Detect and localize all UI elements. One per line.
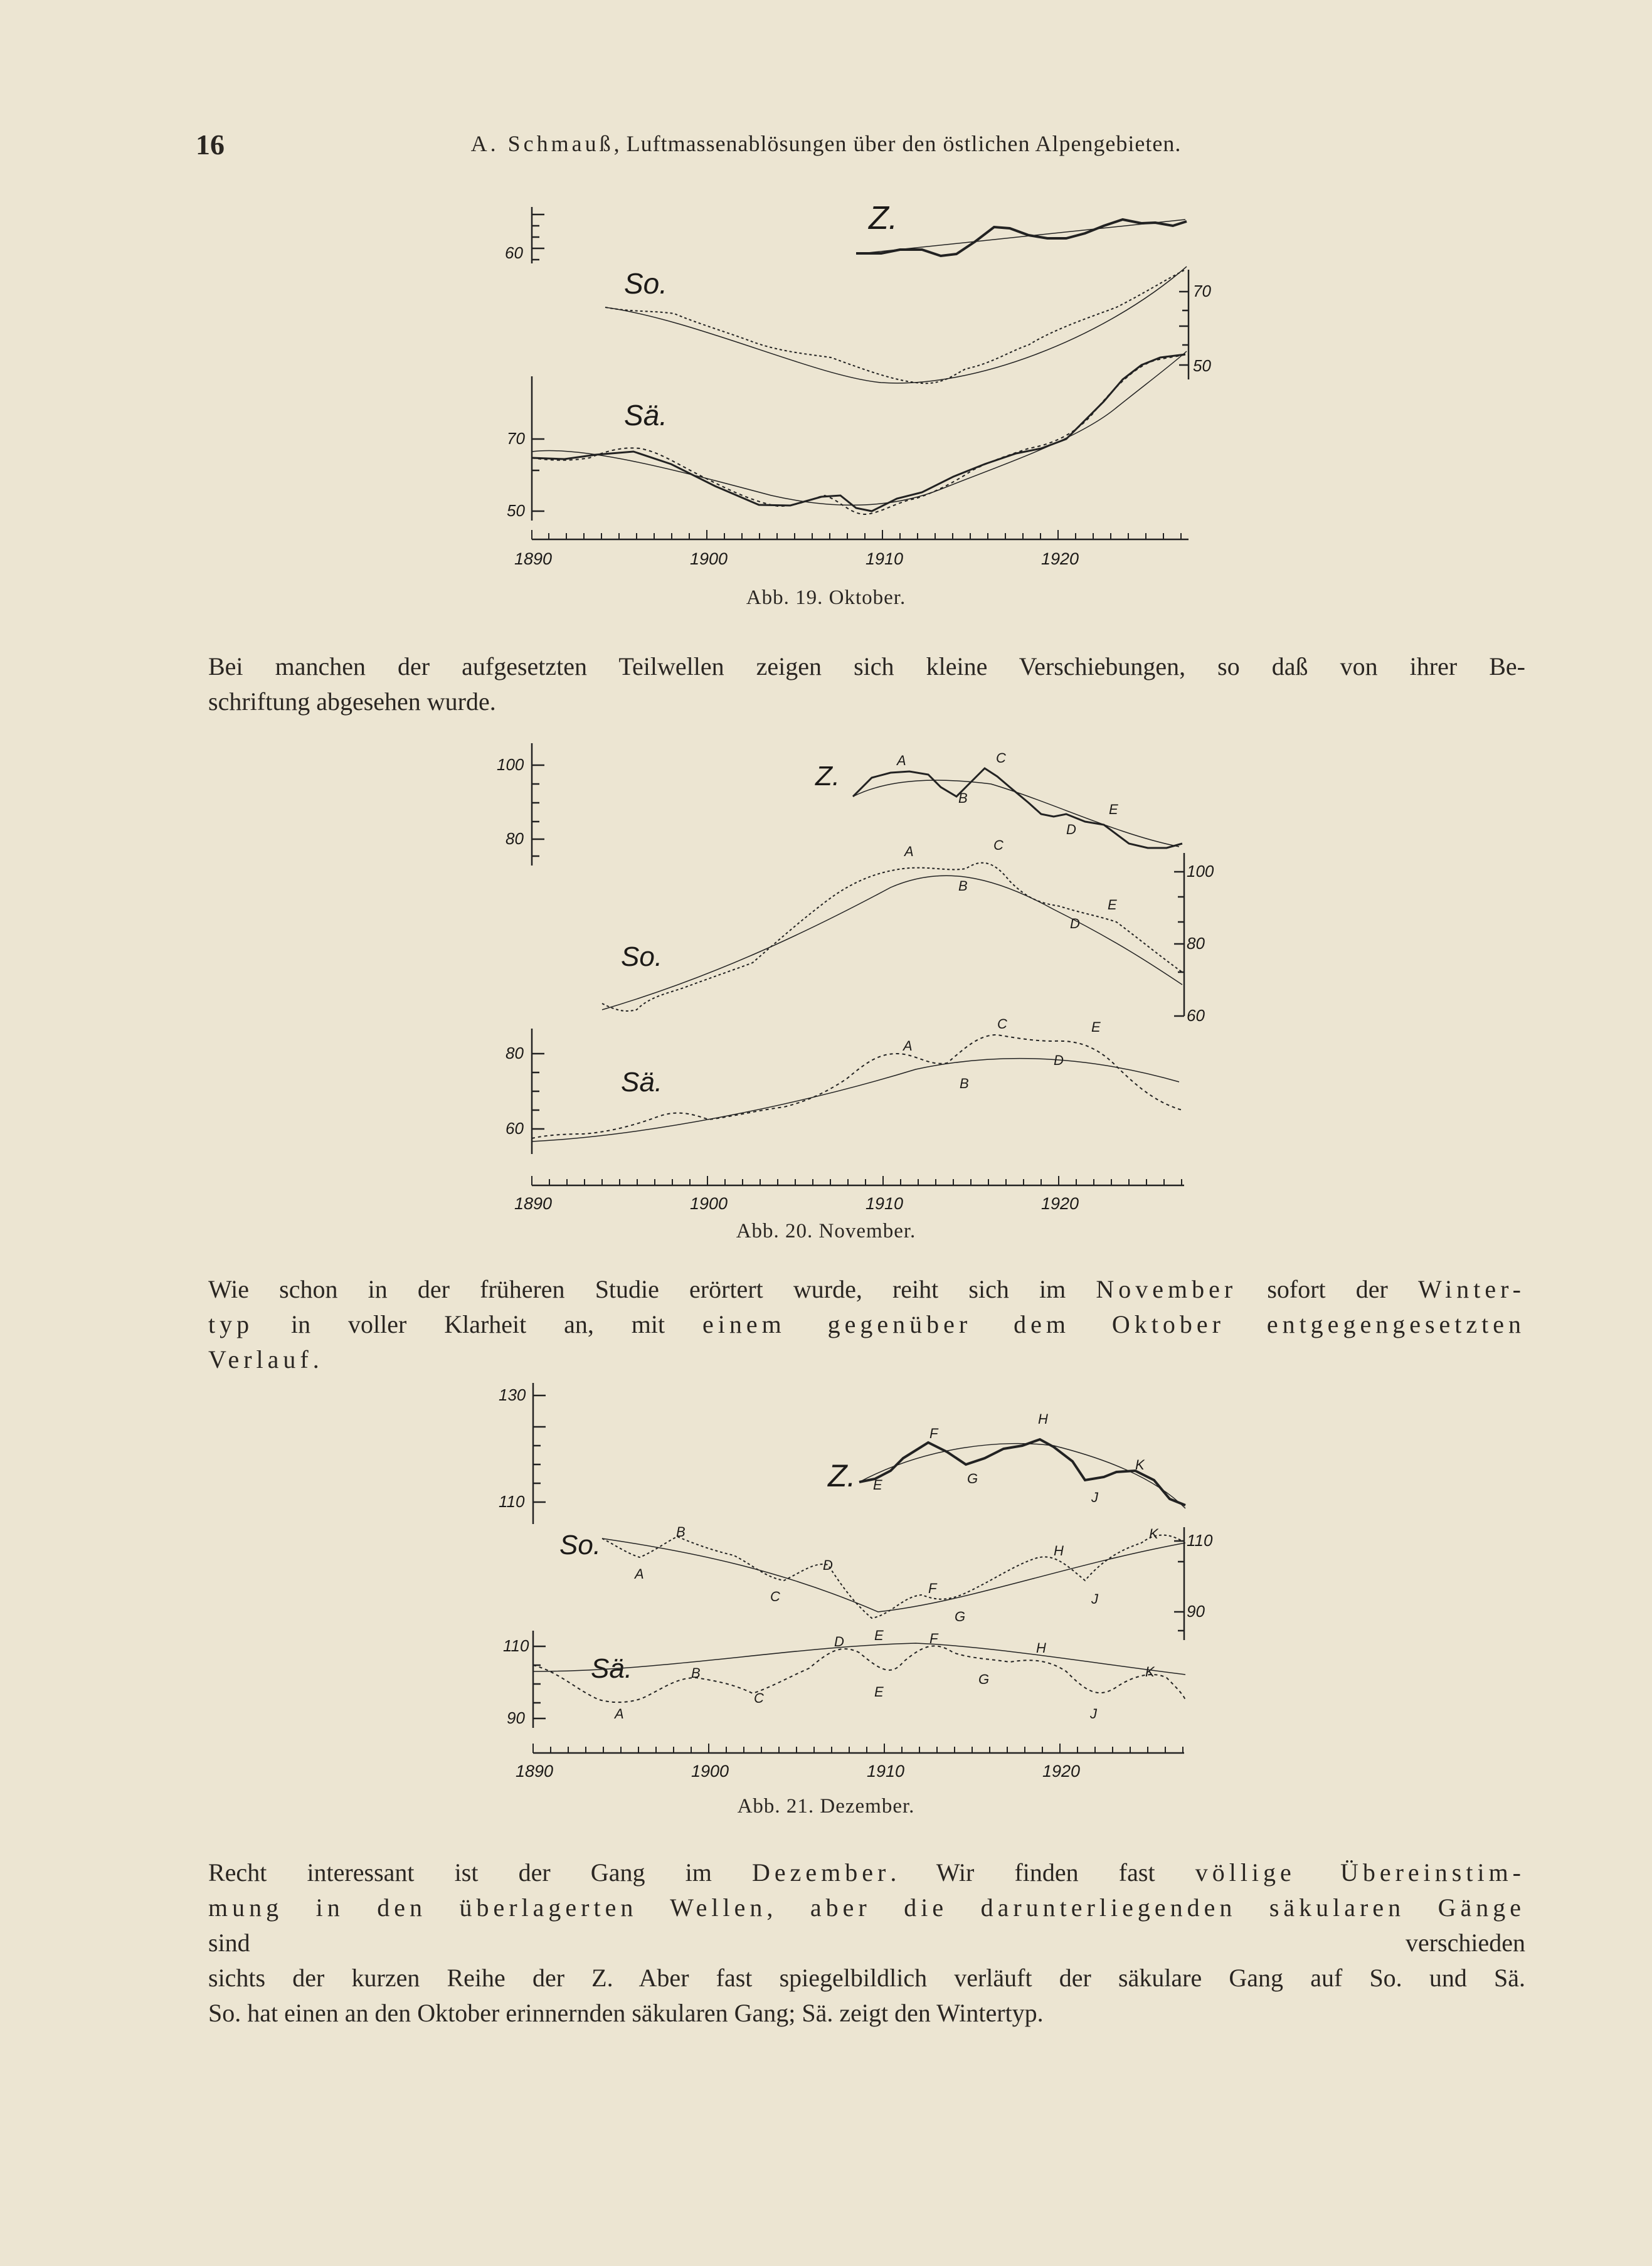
article-title: Luftmassenablösungen über den östlichen Alpengebieten. bbox=[626, 131, 1182, 156]
y-tick: 110 bbox=[1187, 1531, 1213, 1550]
x-axis-ticks-21 bbox=[533, 1744, 1183, 1753]
y-tick: 100 bbox=[497, 755, 524, 774]
series-label-sa: Sä. bbox=[591, 1653, 633, 1684]
y-tick: 110 bbox=[503, 1636, 529, 1655]
svg-text:D: D bbox=[1054, 1052, 1064, 1068]
y-tick: 50 bbox=[1193, 356, 1211, 375]
svg-text:H: H bbox=[1036, 1640, 1046, 1656]
y-tick: 70 bbox=[1193, 282, 1211, 300]
series-label-so: So. bbox=[621, 941, 663, 972]
running-head: A. Schmauß, Luftmassenablösungen über den östlichen Alpengebieten. bbox=[470, 131, 1182, 156]
svg-text:H: H bbox=[1054, 1543, 1064, 1559]
svg-text:D: D bbox=[1070, 916, 1080, 931]
svg-text:G: G bbox=[955, 1609, 966, 1624]
svg-text:C: C bbox=[993, 837, 1003, 853]
x-tick-1920: 1920 bbox=[1042, 1762, 1081, 1781]
svg-text:B: B bbox=[958, 878, 968, 894]
svg-text:G: G bbox=[967, 1471, 978, 1486]
series-label-z: Z. bbox=[815, 761, 840, 792]
y-tick: 80 bbox=[1187, 934, 1205, 953]
svg-text:J: J bbox=[1091, 1490, 1098, 1505]
text-line: sichts der kurzen Reihe der Z. Aber fast spiegelbildlich verläuft der säkulare Gang auf So. und Sä. bbox=[208, 1964, 1525, 1992]
y-tick: 90 bbox=[507, 1708, 525, 1727]
caption-21: Abb. 21. Dezember. bbox=[737, 1795, 915, 1818]
svg-text:B: B bbox=[958, 790, 968, 806]
x-axis-ticks-20 bbox=[532, 1176, 1182, 1185]
y-tick: 130 bbox=[499, 1385, 526, 1404]
svg-text:A: A bbox=[903, 1038, 913, 1054]
svg-text:D: D bbox=[823, 1557, 833, 1573]
author: A. Schmauß bbox=[470, 131, 614, 156]
text-line: Wie schon in der früheren Studie erörtert wurde, reiht sich im November sofort der Winter- bbox=[208, 1275, 1525, 1303]
text-line: typ in voller Klarheit an, mit einem gegenüber dem Oktober entgegengesetzten bbox=[208, 1310, 1526, 1338]
svg-text:C: C bbox=[997, 1016, 1007, 1032]
figure-19 bbox=[489, 201, 1217, 571]
text-line: Verlauf. bbox=[208, 1345, 319, 1374]
series-label-sa: Sä. bbox=[621, 1067, 663, 1098]
text-line: So. hat einen an den Oktober erinnernden säkularen Gang; Sä. zeigt den Wintertyp. bbox=[208, 1999, 1044, 2027]
figure-20-plot bbox=[489, 740, 1217, 1217]
x-tick-1890: 1890 bbox=[516, 1762, 554, 1781]
svg-text:A: A bbox=[904, 844, 914, 859]
svg-text:B: B bbox=[676, 1524, 686, 1540]
svg-text:A: A bbox=[635, 1566, 644, 1582]
svg-text:K: K bbox=[1145, 1664, 1155, 1680]
y-tick: 60 bbox=[505, 243, 523, 262]
paragraph-2 bbox=[208, 1272, 1525, 1377]
svg-text:E: E bbox=[1108, 897, 1117, 913]
x-tick-1920: 1920 bbox=[1041, 1194, 1079, 1213]
x-tick-1900: 1900 bbox=[690, 1194, 728, 1213]
y-tick: 80 bbox=[506, 829, 524, 848]
svg-text:E: E bbox=[874, 1684, 884, 1700]
text-line: schriftung abgesehen wurde. bbox=[208, 687, 496, 716]
svg-text:C: C bbox=[996, 750, 1006, 766]
wave-letters-21 bbox=[613, 1411, 1159, 1722]
svg-text:G: G bbox=[978, 1671, 990, 1687]
svg-text:C: C bbox=[754, 1690, 764, 1706]
svg-text:D: D bbox=[1066, 822, 1076, 837]
svg-text:J: J bbox=[1091, 1591, 1098, 1607]
series-label-so: So. bbox=[559, 1530, 601, 1560]
figure-19-plot bbox=[489, 201, 1217, 571]
svg-text:D: D bbox=[834, 1634, 844, 1649]
curves-19 bbox=[532, 220, 1187, 514]
caption-20: Abb. 20. November. bbox=[736, 1220, 916, 1242]
x-tick-1890: 1890 bbox=[514, 1194, 553, 1213]
y-tick: 90 bbox=[1187, 1602, 1205, 1621]
svg-text:A: A bbox=[615, 1706, 624, 1722]
svg-text:H: H bbox=[1038, 1411, 1048, 1427]
figure-20 bbox=[489, 740, 1217, 1217]
page-number: 16 bbox=[196, 129, 225, 161]
svg-text:E: E bbox=[1091, 1019, 1101, 1035]
x-tick-1910: 1910 bbox=[867, 1762, 905, 1781]
y-tick: 80 bbox=[506, 1044, 524, 1062]
text-line: mung in den überlagerten Wellen, aber die darunterliegenden säkularen Gänge bbox=[208, 1893, 1525, 1922]
svg-text:F: F bbox=[928, 1580, 937, 1596]
svg-text:F: F bbox=[929, 1426, 938, 1441]
svg-text:A: A bbox=[897, 753, 906, 768]
x-tick-1920: 1920 bbox=[1041, 549, 1079, 568]
text-line: sind verschieden bbox=[208, 1929, 1525, 1957]
series-label-sa: Sä. bbox=[624, 399, 668, 431]
figure-21 bbox=[489, 1377, 1217, 1828]
text-line: Recht interessant ist der Gang im Dezember. Wir finden fast völlige Übereinstim- bbox=[208, 1858, 1525, 1887]
svg-text:B: B bbox=[960, 1076, 969, 1091]
svg-text:K: K bbox=[1149, 1526, 1158, 1542]
svg-text:E: E bbox=[1109, 802, 1118, 817]
y-tick: 100 bbox=[1187, 862, 1214, 881]
svg-text:J: J bbox=[1090, 1706, 1097, 1722]
wave-letters-20 bbox=[896, 750, 1118, 1091]
svg-text:C: C bbox=[770, 1589, 780, 1604]
x-tick-1890: 1890 bbox=[514, 549, 553, 568]
svg-text:K: K bbox=[1135, 1457, 1145, 1473]
x-tick-1910: 1910 bbox=[866, 1194, 904, 1213]
svg-text:B: B bbox=[691, 1665, 701, 1681]
y-tick: 50 bbox=[507, 501, 525, 520]
svg-text:F: F bbox=[929, 1631, 938, 1646]
paragraph-1 bbox=[208, 649, 1525, 719]
y-tick: 70 bbox=[507, 429, 525, 448]
caption-19: Abb. 19. Oktober. bbox=[746, 586, 906, 609]
text-line: Bei manchen der aufgesetzten Teilwellen zeigen sich kleine Verschiebungen, so daß von ihrer Be- bbox=[208, 652, 1525, 680]
svg-text:E: E bbox=[873, 1477, 882, 1493]
y-tick: 110 bbox=[499, 1492, 525, 1511]
series-label-z: Z. bbox=[869, 201, 898, 236]
y-tick: 60 bbox=[1187, 1006, 1205, 1025]
x-axis-ticks-19 bbox=[532, 530, 1181, 539]
series-label-so: So. bbox=[624, 267, 668, 300]
svg-text:E: E bbox=[874, 1628, 884, 1643]
x-tick-1900: 1900 bbox=[691, 1762, 729, 1781]
figure-21-plot bbox=[489, 1377, 1217, 1828]
x-tick-1900: 1900 bbox=[690, 549, 728, 568]
x-tick-1910: 1910 bbox=[866, 549, 904, 568]
y-tick: 60 bbox=[506, 1119, 524, 1138]
series-label-z: Z. bbox=[828, 1458, 856, 1493]
paragraph-3 bbox=[208, 1855, 1525, 2031]
